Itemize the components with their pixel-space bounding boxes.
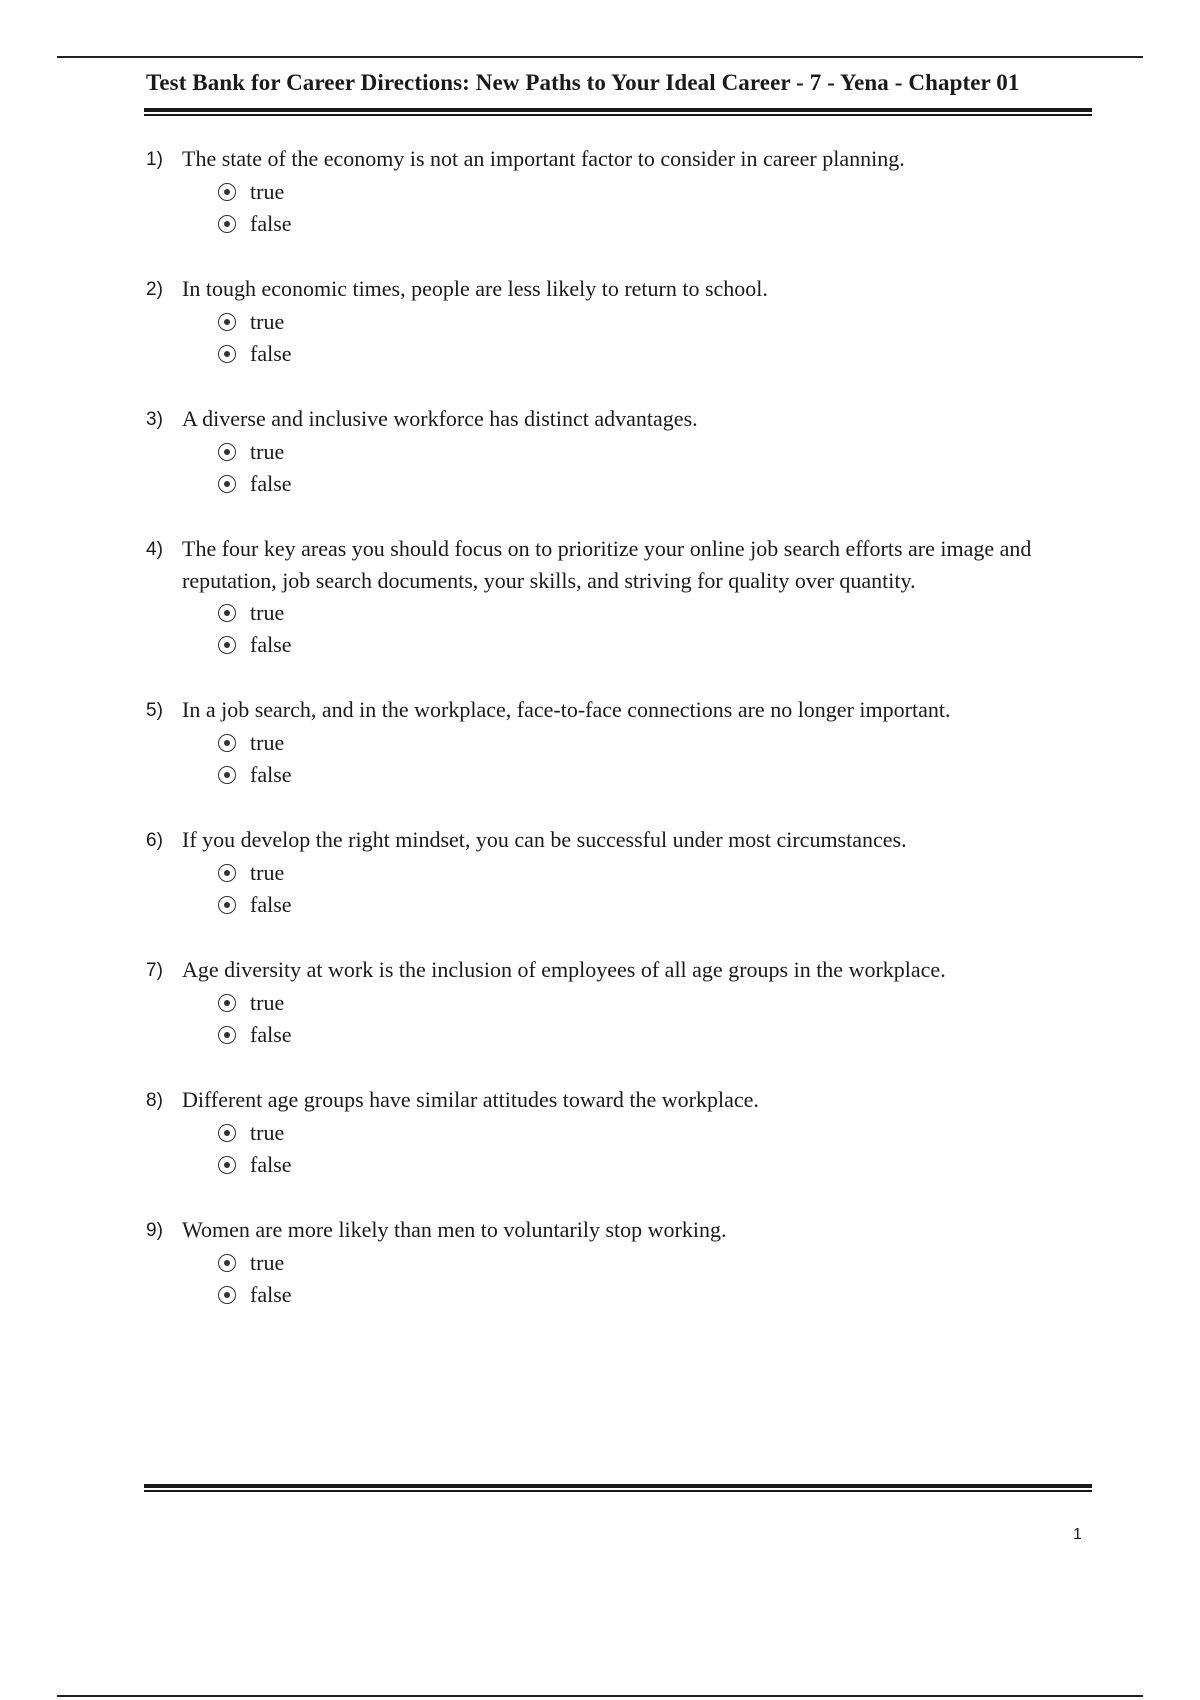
option-true[interactable] xyxy=(218,306,1086,338)
question-text: In a job search, and in the workplace, face-to-face connections are no longer important. xyxy=(182,697,951,722)
question-text: Women are more likely than men to voluntarily stop working. xyxy=(182,1217,727,1242)
option-label: false xyxy=(250,762,292,787)
answer-options xyxy=(218,306,1086,370)
option-label: true xyxy=(250,600,285,625)
footer-double-rule xyxy=(144,1484,1092,1494)
option-label: true xyxy=(250,730,285,755)
answer-options xyxy=(218,987,1086,1051)
option-true[interactable] xyxy=(218,1247,1086,1279)
option-label: true xyxy=(250,1250,285,1275)
radio-button-icon[interactable] xyxy=(218,734,236,752)
option-label: false xyxy=(250,211,292,236)
document-header-title: Test Bank for Career Directions: New Paths to Your Ideal Career - 7 - Yena - Chapter 01 xyxy=(146,70,1020,95)
radio-button-icon[interactable] xyxy=(218,1124,236,1142)
option-true[interactable] xyxy=(218,987,1086,1019)
option-false[interactable] xyxy=(218,629,1086,661)
option-label: false xyxy=(250,1022,292,1047)
option-label: false xyxy=(250,471,292,496)
radio-button-icon[interactable] xyxy=(218,896,236,914)
option-false[interactable] xyxy=(218,1019,1086,1051)
answer-options xyxy=(218,1247,1086,1311)
question-3 xyxy=(146,403,1086,500)
question-text: The state of the economy is not an important factor to consider in career planning. xyxy=(182,146,905,171)
question-number: 2) xyxy=(146,279,163,300)
option-true[interactable] xyxy=(218,597,1086,629)
option-label: true xyxy=(250,309,285,334)
question-number: 9) xyxy=(146,1220,163,1241)
radio-button-icon[interactable] xyxy=(218,864,236,882)
question-9 xyxy=(146,1214,1086,1311)
question-text: Age diversity at work is the inclusion of employees of all age groups in the workplace. xyxy=(182,957,946,982)
option-label: true xyxy=(250,1120,285,1145)
question-number: 5) xyxy=(146,700,163,721)
question-number: 6) xyxy=(146,830,163,851)
radio-button-icon[interactable] xyxy=(218,1026,236,1044)
option-label: true xyxy=(250,990,285,1015)
question-text: Different age groups have similar attitudes toward the workplace. xyxy=(182,1087,759,1112)
question-number: 7) xyxy=(146,960,163,981)
question-8 xyxy=(146,1084,1086,1181)
question-5 xyxy=(146,694,1086,791)
question-6 xyxy=(146,824,1086,921)
option-label: false xyxy=(250,1282,292,1307)
radio-button-icon[interactable] xyxy=(218,345,236,363)
option-false[interactable] xyxy=(218,759,1086,791)
option-label: false xyxy=(250,892,292,917)
question-number: 1) xyxy=(146,149,163,170)
option-false[interactable] xyxy=(218,468,1086,500)
radio-button-icon[interactable] xyxy=(218,1254,236,1272)
option-false[interactable] xyxy=(218,1149,1086,1181)
answer-options xyxy=(218,176,1086,240)
option-false[interactable] xyxy=(218,889,1086,921)
option-false[interactable] xyxy=(218,208,1086,240)
question-text: A diverse and inclusive workforce has distinct advantages. xyxy=(182,406,698,431)
answer-options xyxy=(218,727,1086,791)
radio-button-icon[interactable] xyxy=(218,604,236,622)
option-true[interactable] xyxy=(218,857,1086,889)
question-number: 3) xyxy=(146,409,163,430)
radio-button-icon[interactable] xyxy=(218,183,236,201)
radio-button-icon[interactable] xyxy=(218,475,236,493)
question-number: 8) xyxy=(146,1090,163,1111)
radio-button-icon[interactable] xyxy=(218,1286,236,1304)
option-true[interactable] xyxy=(218,436,1086,468)
question-list xyxy=(146,143,1086,1344)
option-true[interactable] xyxy=(218,176,1086,208)
option-label: false xyxy=(250,1152,292,1177)
radio-button-icon[interactable] xyxy=(218,443,236,461)
radio-button-icon[interactable] xyxy=(218,313,236,331)
answer-options xyxy=(218,857,1086,921)
option-label: false xyxy=(250,341,292,366)
option-label: true xyxy=(250,439,285,464)
page-number: 1 xyxy=(1073,1526,1082,1543)
option-label: true xyxy=(250,860,285,885)
option-false[interactable] xyxy=(218,338,1086,370)
question-7 xyxy=(146,954,1086,1051)
answer-options xyxy=(218,597,1086,661)
option-label: false xyxy=(250,632,292,657)
answer-options xyxy=(218,1117,1086,1181)
question-text: The four key areas you should focus on to prioritize your online job search efforts are image and reputation, job search documents, your skills, and striving for quality over quantity. xyxy=(182,536,1032,593)
header-double-rule xyxy=(144,108,1092,118)
question-number: 4) xyxy=(146,539,163,560)
radio-button-icon[interactable] xyxy=(218,1156,236,1174)
question-text: In tough economic times, people are less likely to return to school. xyxy=(182,276,768,301)
question-text: If you develop the right mindset, you can be successful under most circumstances. xyxy=(182,827,907,852)
radio-button-icon[interactable] xyxy=(218,215,236,233)
radio-button-icon[interactable] xyxy=(218,636,236,654)
page-bottom-border xyxy=(57,1695,1143,1697)
option-true[interactable] xyxy=(218,727,1086,759)
radio-button-icon[interactable] xyxy=(218,994,236,1012)
radio-button-icon[interactable] xyxy=(218,766,236,784)
option-false[interactable] xyxy=(218,1279,1086,1311)
option-label: true xyxy=(250,179,285,204)
page-top-border xyxy=(57,56,1143,58)
question-2 xyxy=(146,273,1086,370)
answer-options xyxy=(218,436,1086,500)
option-true[interactable] xyxy=(218,1117,1086,1149)
question-1 xyxy=(146,143,1086,240)
question-4 xyxy=(146,533,1086,661)
